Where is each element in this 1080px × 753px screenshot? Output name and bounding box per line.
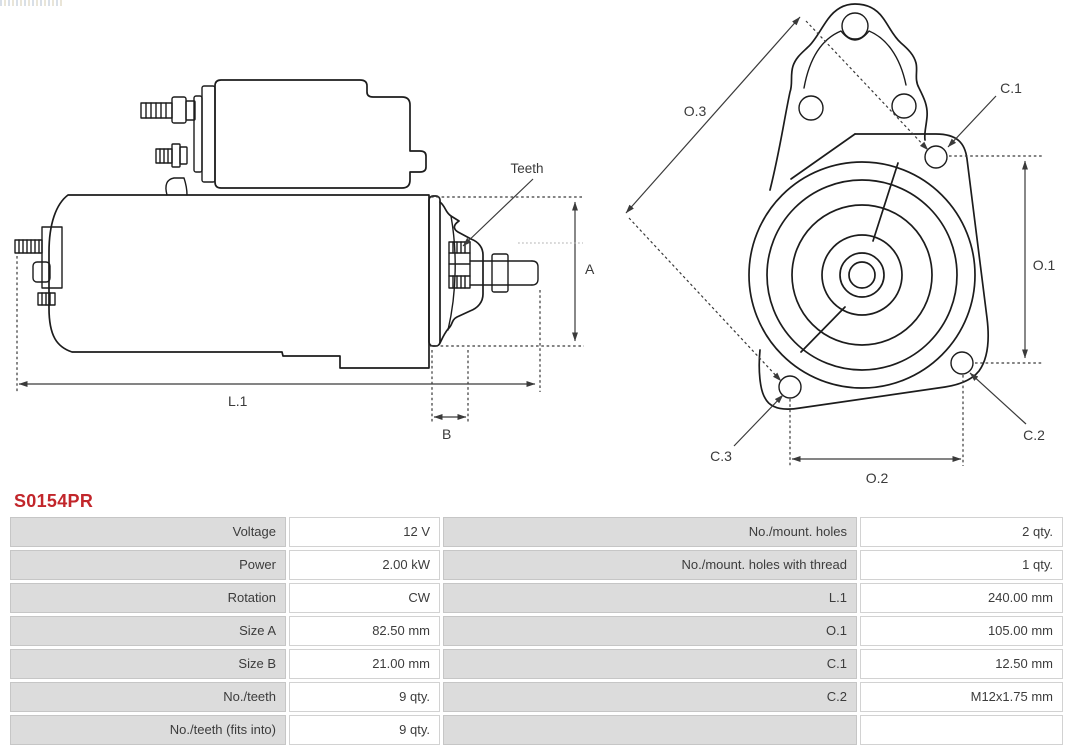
- solenoid-terminal-bolts: [141, 97, 195, 167]
- spec-value-cell: 240.00 mm: [860, 583, 1063, 613]
- spec-value-cell: 2.00 kW: [289, 550, 440, 580]
- c1-callout-line: [948, 96, 996, 147]
- dim-label-l1: L.1: [228, 393, 248, 409]
- c3-callout-line: [734, 395, 783, 446]
- side-view-drawing: [15, 80, 595, 442]
- mounting-hole-c3: [779, 376, 801, 398]
- motor-body: [49, 195, 429, 368]
- drive-housing: [440, 202, 483, 343]
- dim-ext-o3-c1: [806, 21, 928, 150]
- spec-label-cell: No./mount. holes: [443, 517, 857, 547]
- solenoid-end-cap: [202, 86, 215, 182]
- teeth-callout-label: Teeth: [510, 161, 544, 176]
- gear-housing-circles: [749, 162, 975, 388]
- spec-value-cell: 82.50 mm: [289, 616, 440, 646]
- spec-label-cell: Rotation: [10, 583, 286, 613]
- dim-label-o1: O.1: [1032, 257, 1056, 273]
- dim-label-o3: O.3: [683, 103, 707, 119]
- spec-label-cell: Power: [10, 550, 286, 580]
- spec-label-cell: No./teeth: [10, 682, 286, 712]
- dim-ext-o1: [949, 156, 1042, 363]
- spec-value-cell: 1 qty.: [860, 550, 1063, 580]
- drive-housing-rim: [429, 196, 440, 346]
- bracket-left-hole: [799, 96, 823, 120]
- part-number: S0154PR: [14, 491, 94, 511]
- spec-value-cell: 9 qty.: [289, 715, 440, 745]
- spec-label-cell: C.1: [443, 649, 857, 679]
- spec-table: [10, 517, 1063, 745]
- dim-label-o2: O.2: [865, 470, 889, 486]
- dim-arrow-o3: [626, 17, 800, 213]
- spec-value-cell: 21.00 mm: [289, 649, 440, 679]
- solenoid: [215, 80, 426, 188]
- spec-value-cell: M12x1.75 mm: [860, 682, 1063, 712]
- spec-value-cell: [860, 715, 1063, 745]
- spec-value-cell: 12.50 mm: [860, 649, 1063, 679]
- spec-label-cell: No./teeth (fits into): [10, 715, 286, 745]
- bracket-top-hole: [842, 13, 868, 39]
- spec-label-cell: Voltage: [10, 517, 286, 547]
- mounting-hole-c1: [925, 146, 947, 168]
- corner-watermark: [0, 0, 64, 6]
- spec-value-cell: CW: [289, 583, 440, 613]
- c2-callout-line: [970, 373, 1026, 424]
- spec-value-cell: 12 V: [289, 517, 440, 547]
- spec-label-cell: O.1: [443, 616, 857, 646]
- through-bolt-studs: [15, 227, 62, 305]
- spec-value-cell: 2 qty.: [860, 517, 1063, 547]
- dim-label-b: B: [442, 426, 452, 442]
- dim-label-c3: C.3: [710, 448, 732, 464]
- spec-label-cell: No./mount. holes with thread: [443, 550, 857, 580]
- mounting-flange-edge: [791, 134, 855, 179]
- spec-label-cell: C.2: [443, 682, 857, 712]
- dim-ext-o3-c3: [629, 218, 781, 381]
- pinion-gear: [449, 242, 470, 288]
- solenoid-bracket: [166, 178, 187, 195]
- dim-label-c2: C.2: [1023, 427, 1045, 443]
- spec-value-cell: 9 qty.: [289, 682, 440, 712]
- spec-label-cell: L.1: [443, 583, 857, 613]
- spec-label-cell: Size A: [10, 616, 286, 646]
- spec-label-cell: Size B: [10, 649, 286, 679]
- front-view-drawing: [626, 4, 1055, 486]
- teeth-callout-line: [463, 179, 533, 246]
- dim-label-c1: C.1: [1000, 80, 1022, 96]
- mounting-hole-c2: [951, 352, 973, 374]
- spec-label-cell: [443, 715, 857, 745]
- spec-value-cell: 105.00 mm: [860, 616, 1063, 646]
- dim-label-a: A: [585, 261, 595, 277]
- bracket-right-hole: [892, 94, 916, 118]
- dim-ext-b: [432, 350, 468, 424]
- shaft: [470, 254, 538, 292]
